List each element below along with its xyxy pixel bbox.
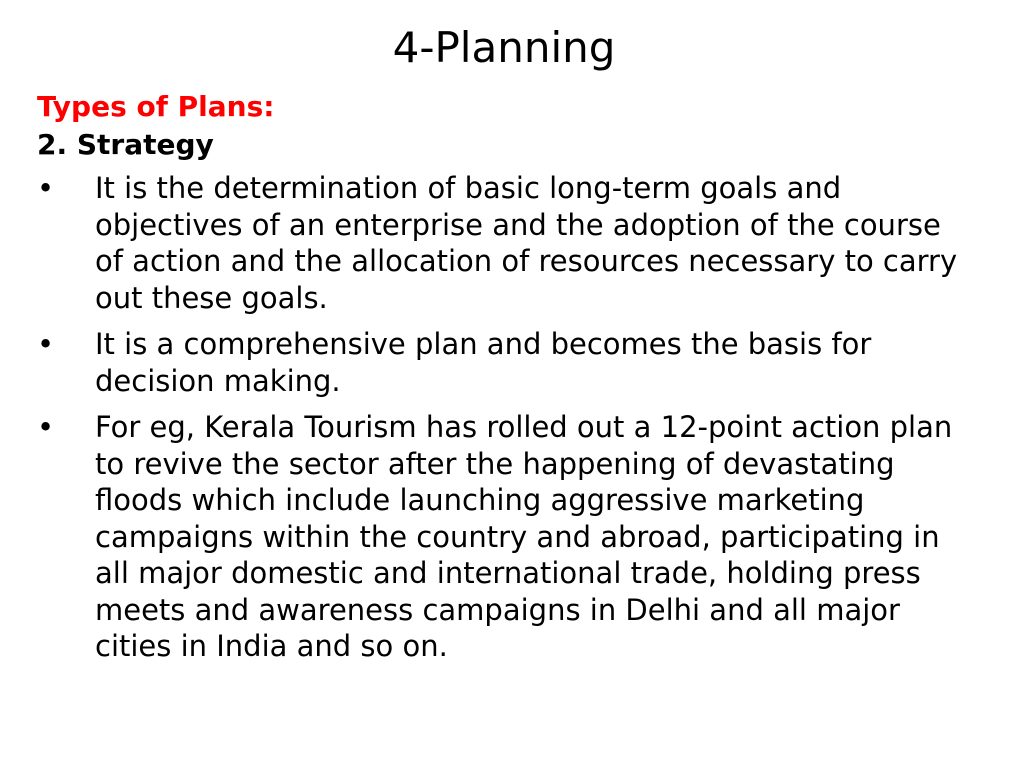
- bullet-text: It is the determination of basic long-term goals and objectives of an enterprise and the adoption of the course of action and the allocation of resources necessary to carry out these goals.: [95, 171, 958, 315]
- bullet-item: [37, 409, 977, 665]
- bullet-item: [37, 326, 977, 399]
- section-heading: Types of Plans:: [37, 90, 275, 123]
- bullet-icon: •: [37, 171, 55, 205]
- section-subheading: 2. Strategy: [37, 128, 214, 161]
- bullet-icon: •: [37, 410, 55, 444]
- bullet-text: For eg, Kerala Tourism has rolled out a 12-point action plan to revive the sector after the happening of devastating floods which include launching aggressive marketing campaigns within the country and abroad, participating in all major domestic and international trade, holding press meets and awareness campaigns in Delhi and all major cities in India and so on.: [95, 410, 953, 663]
- bullet-icon: •: [37, 327, 55, 361]
- slide-title: 4-Planning: [392, 23, 616, 72]
- bullet-list: [37, 170, 977, 665]
- slide-body: [37, 88, 977, 675]
- bullet-item: [37, 170, 977, 316]
- bullet-text: It is a comprehensive plan and becomes the basis for decision making.: [95, 327, 872, 398]
